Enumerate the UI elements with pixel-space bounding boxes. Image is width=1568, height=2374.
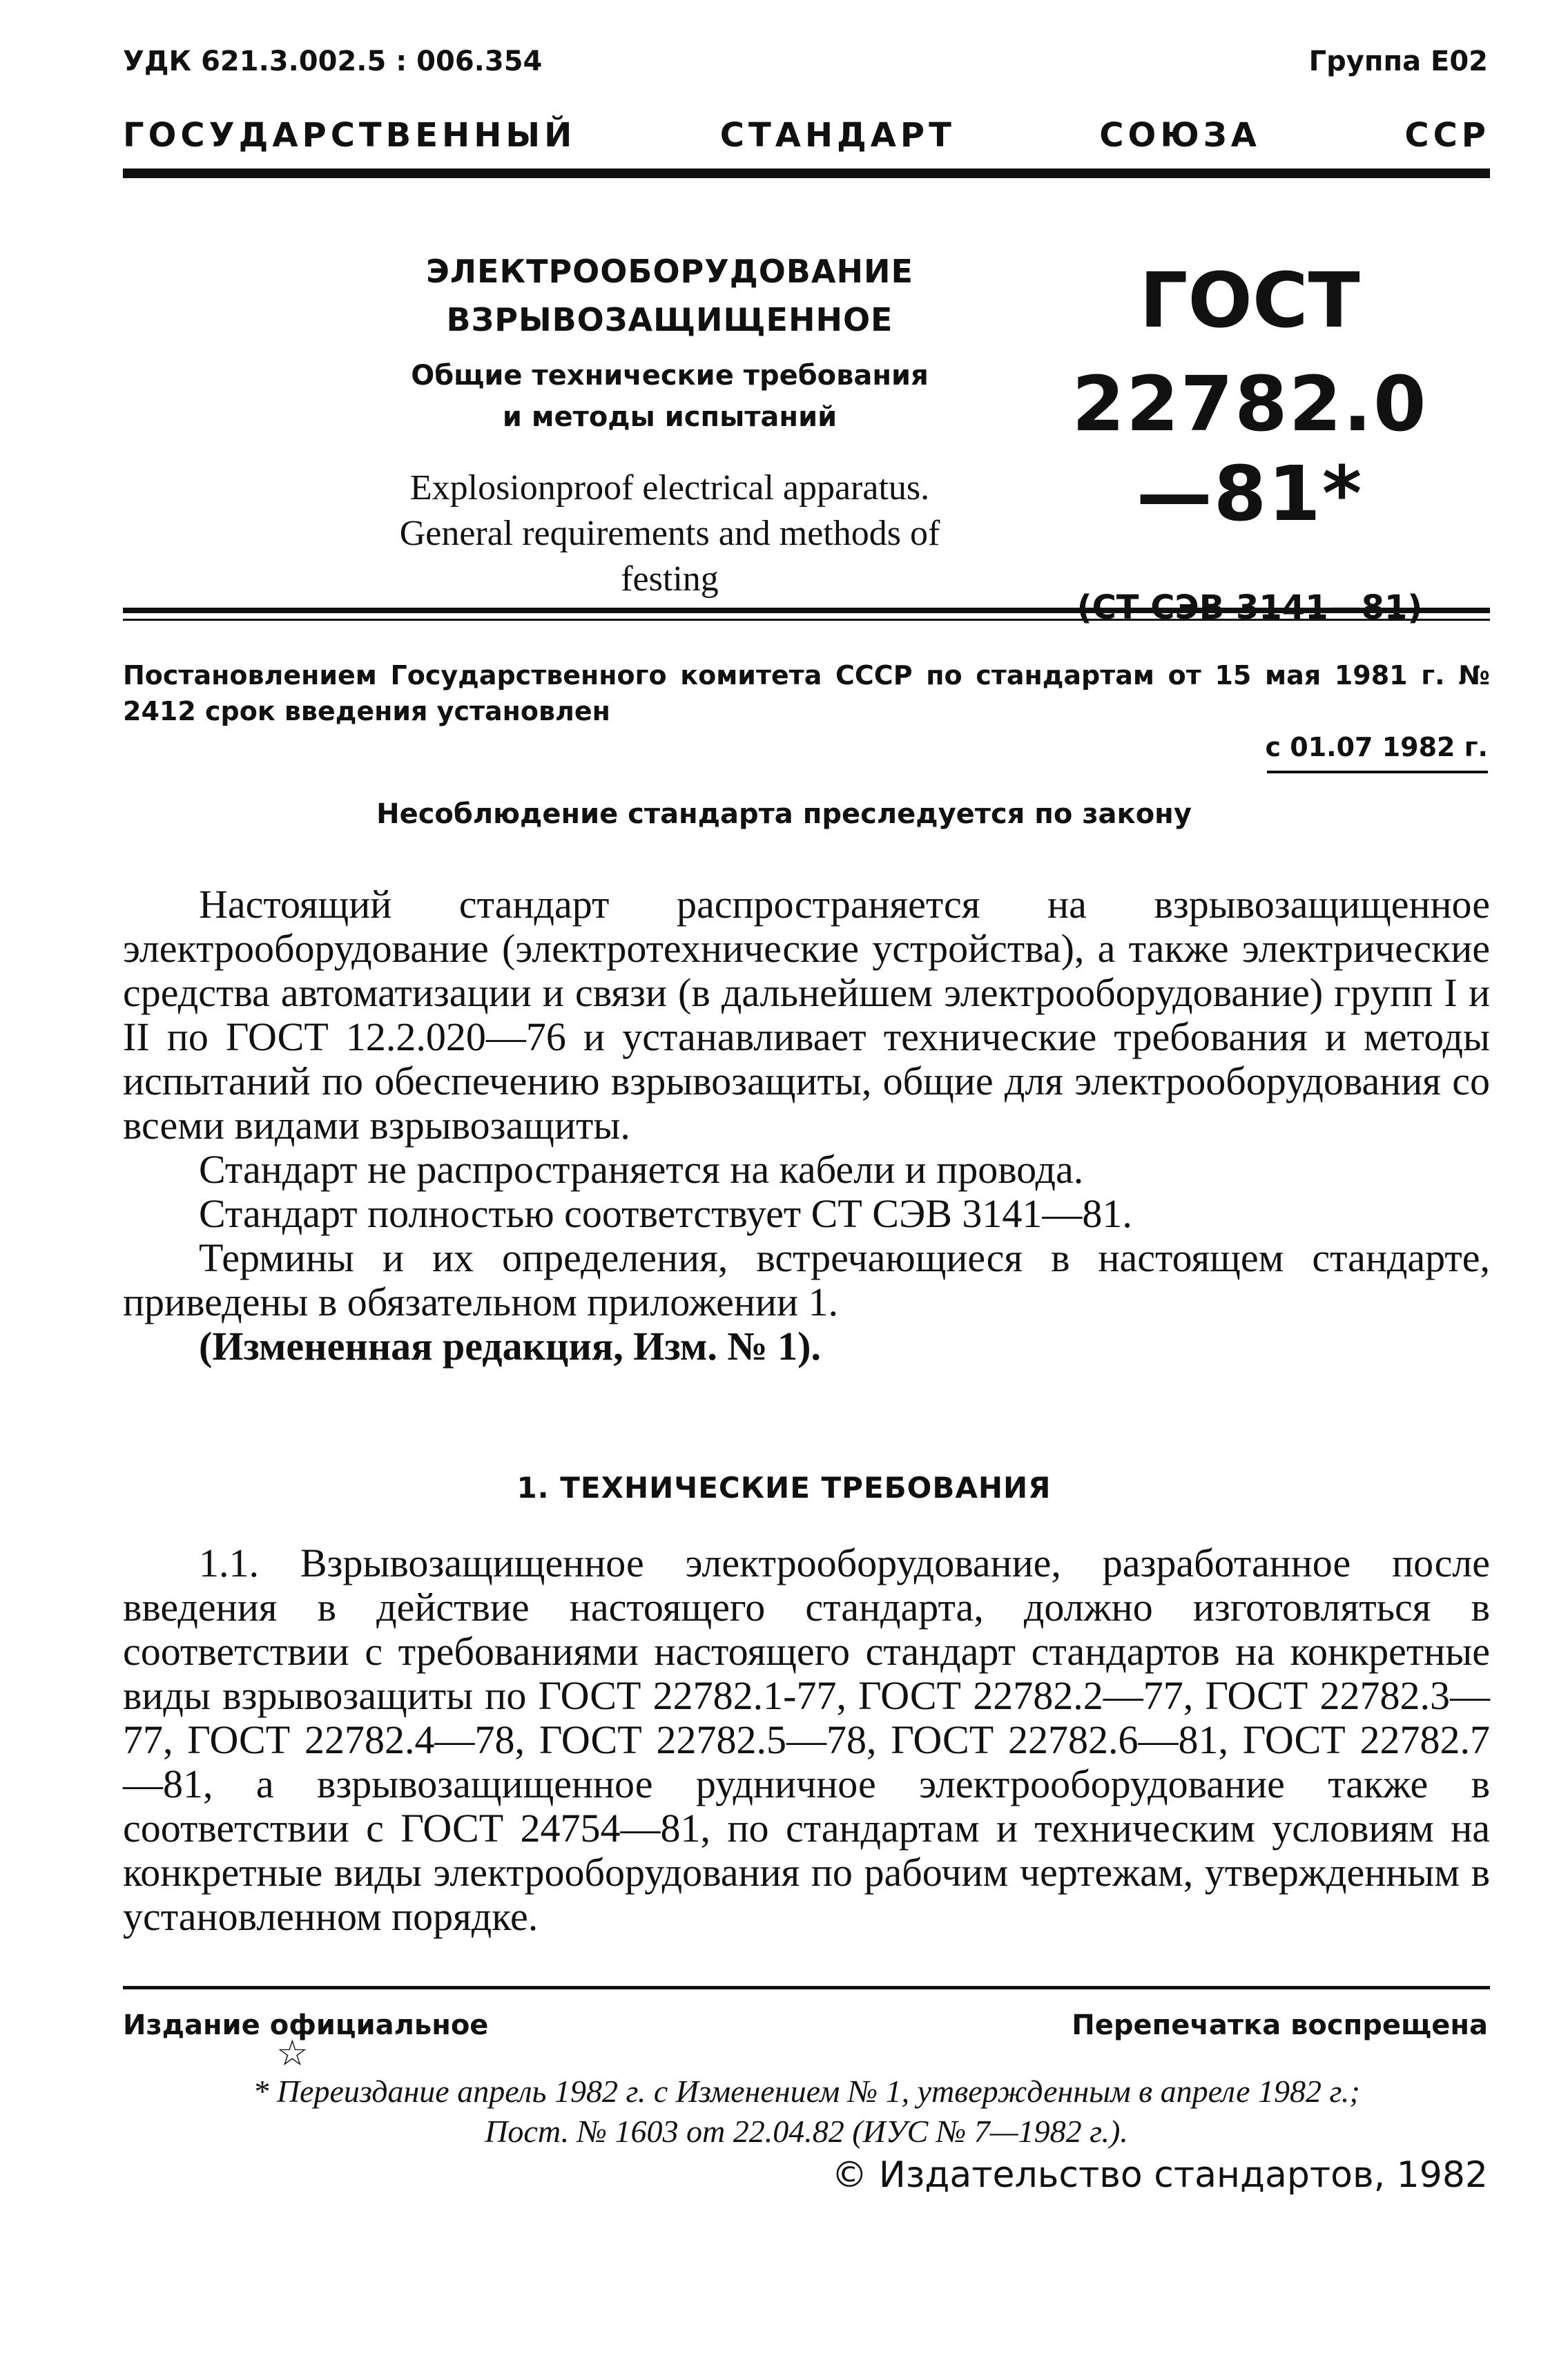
header-rule	[123, 168, 1490, 178]
body-paragraph: Настоящий стандарт распространяется на взрывозащищенное электрооборудование (электротехнические устройства), а также электрические средства автоматизации и связи (в дальнейшем электрооборудование) групп I и II по ГОСТ 12.2.020—76 и устанавливает технические требования и методы испытаний по обеспечению взрывозащиты, общие для электрооборудования со всеми видами взрывозащиты.	[123, 882, 1490, 1148]
title-line: ЭЛЕКТРООБОРУДОВАНИЕ	[426, 253, 913, 290]
title-line: ВЗРЫВОЗАЩИЩЕННОЕ	[446, 301, 893, 338]
section-heading: 1. ТЕХНИЧЕСКИЕ ТРЕБОВАНИЯ	[516, 1471, 1052, 1505]
official-edition: Издание официальное	[123, 2009, 489, 2041]
subtitle-line: и методы испытаний	[502, 401, 838, 433]
group-code: Группа Е02	[1308, 46, 1488, 77]
requirement-paragraph: 1.1. Взрывозащищенное электрооборудование, разработанное после введения в действие настоящего стандарта, должно изготовляться в соответствии с требованиями настоящего стандарт стандартов на конкретные виды взрывозащиты по ГОСТ 22782.1-77, ГОСТ 22782.2—77, ГОСТ 22782.3—77, ГОСТ 22782.4—78, ГОСТ 22782.5—78, ГОСТ 22782.6—81, ГОСТ 22782.7—81, а взрывозащищенное рудничное электрооборудование также в соответствии с ГОСТ 24754—81, по стандартам и техническим условиям на конкретные виды электрооборудования по рабочим чертежам, утвержденным в установленном порядке.	[123, 1541, 1490, 1939]
banner-word: СОЮЗА	[1099, 116, 1261, 155]
banner-word: ССР	[1404, 116, 1490, 155]
intro-body	[123, 882, 1490, 1369]
body-paragraph: Термины и их определения, встречающиеся в настоящем стандарте, приведены в обязательном приложении 1.	[123, 1235, 1490, 1324]
banner-word: СТАНДАРТ	[719, 116, 956, 155]
footnote-line: Пост. № 1603 от 22.04.82 (ИУС № 7—1982 г.).	[485, 2114, 1128, 2149]
penalty-notice: Несоблюдение стандарта преследуется по закону	[376, 798, 1192, 830]
gost-designation	[1036, 255, 1464, 627]
footnote-line: * Переиздание апрель 1982 г. с Изменением № 1, утвержденным в апреле 1982 г.;	[253, 2074, 1360, 2109]
state-standard-banner	[123, 116, 1490, 155]
body-paragraph: Стандарт полностью соответствует СТ СЭВ 3141—81.	[199, 1191, 1132, 1236]
effective-date: с 01.07 1982 г.	[1265, 732, 1488, 762]
star-icon: ☆	[276, 2033, 309, 2074]
document-title	[359, 247, 980, 602]
reprint-prohibited: Перепечатка воспрещена	[1072, 2009, 1488, 2041]
title-rule-thin	[123, 619, 1490, 621]
english-title-line: Explosionproof electrical apparatus.	[409, 468, 930, 508]
title-rule	[123, 608, 1490, 613]
reissue-footnote	[123, 2072, 1490, 2152]
copyright: © Издательство стандартов, 1982	[831, 2154, 1488, 2196]
date-underline	[1267, 771, 1488, 773]
body-paragraph: Стандарт не распространяется на кабели и провода.	[199, 1147, 1084, 1192]
amendment-note: (Измененная редакция, Изм. № 1).	[199, 1324, 821, 1369]
subtitle-line: Общие технические требования	[411, 360, 929, 392]
gost-word: ГОСТ	[1139, 256, 1360, 345]
banner-word: ГОСУДАРСТВЕННЫЙ	[123, 116, 577, 155]
footer-rule	[123, 1986, 1490, 1989]
udk-code: УДК 621.3.002.5 : 006.354	[123, 46, 543, 77]
gost-number: 22782.0—81*	[1072, 360, 1428, 538]
english-title-line: General requirements and methods of festing	[399, 514, 940, 599]
decree-text: Постановлением Государственного комитета СССР по стандартам от 15 мая 1981 г. № 2412 срок введения установлен	[123, 660, 1490, 726]
